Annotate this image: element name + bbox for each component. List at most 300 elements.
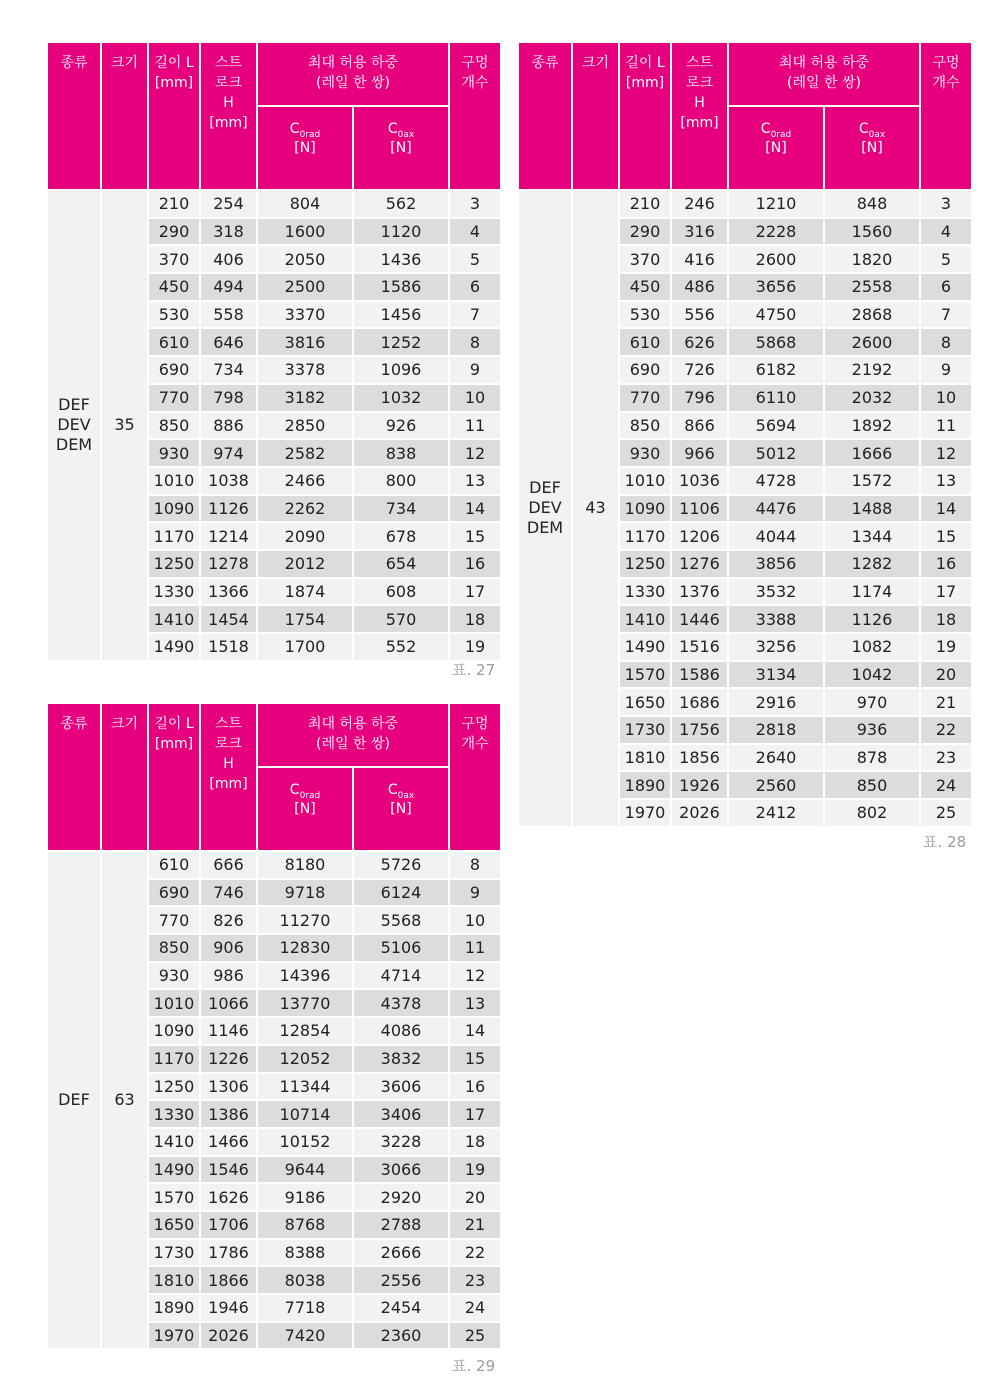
stroke-cell: 1946 [200,1294,257,1322]
c0rad-cell: 12052 [257,1045,353,1073]
length-cell: 1490 [148,633,200,661]
c0rad-cell: 9644 [257,1156,353,1184]
length-cell: 1090 [148,495,200,523]
c0rad-cell: 2560 [728,771,824,799]
holes-cell: 11 [449,412,501,440]
type-cell [47,851,101,1349]
holes-cell: 12 [449,962,501,990]
c0rad-cell: 8038 [257,1266,353,1294]
holes-cell: 13 [449,467,501,495]
length-cell: 610 [148,851,200,879]
size-cell: 63 [101,851,148,1349]
c0ax-cell: 878 [824,744,920,772]
c0rad-cell: 2582 [257,439,353,467]
length-cell: 690 [148,879,200,907]
table-body [47,190,501,661]
holes-cell: 18 [920,605,972,633]
header-holes [449,703,501,851]
header-stroke-unit: [mm] [680,115,719,131]
c0ax-cell: 5568 [353,906,449,934]
length-cell: 850 [148,934,200,962]
type-cell [518,190,572,827]
holes-cell: 21 [920,688,972,716]
c0ax-cell: 1892 [824,412,920,440]
stroke-cell: 726 [671,356,728,384]
stroke-cell: 826 [200,906,257,934]
c0ax-cell: 1436 [353,245,449,273]
table-header [47,42,501,190]
holes-cell: 22 [449,1239,501,1267]
table-row [47,190,501,218]
length-cell: 690 [148,356,200,384]
type-cell [47,190,101,661]
length-cell: 1650 [619,688,671,716]
header-type [47,42,101,190]
holes-cell: 24 [449,1294,501,1322]
holes-cell: 3 [449,190,501,218]
header-stroke-label-2: 로크 [685,75,714,91]
stroke-cell: 2026 [671,799,728,827]
holes-cell: 25 [449,1322,501,1350]
c0ax-cell: 608 [353,578,449,606]
header-holes-label-2: 개수 [932,75,960,91]
stroke-cell: 1106 [671,495,728,523]
stroke-cell: 1366 [200,578,257,606]
c0ax-cell: 2556 [353,1266,449,1294]
holes-cell: 25 [920,799,972,827]
length-cell: 850 [148,412,200,440]
length-cell: 290 [619,218,671,246]
stroke-cell: 1756 [671,716,728,744]
holes-cell: 9 [449,879,501,907]
stroke-cell: 626 [671,328,728,356]
c0rad-cell: 3182 [257,384,353,412]
header-length-label: 길이 L [154,55,194,71]
stroke-cell: 798 [200,384,257,412]
c0rad-cell: 12854 [257,1017,353,1045]
stroke-cell: 646 [200,328,257,356]
table-caption: 표. 29 [452,1357,496,1375]
length-cell: 210 [619,190,671,218]
header-stroke-symbol: H [694,95,705,111]
load-table-29 [46,702,502,1350]
stroke-cell: 2026 [200,1322,257,1350]
length-cell: 1650 [148,1211,200,1239]
c0ax-cell: 1042 [824,661,920,689]
c0ax-cell: 800 [353,467,449,495]
stroke-cell: 1214 [200,522,257,550]
c0rad-cell: 4044 [728,522,824,550]
c0rad-cell: 7420 [257,1322,353,1350]
c0rad-cell: 2640 [728,744,824,772]
header-c0ax-subscript: 0ax [868,130,886,140]
c0rad-cell: 9718 [257,879,353,907]
header-stroke [200,42,257,190]
length-cell: 1170 [148,1045,200,1073]
c0rad-cell: 3388 [728,605,824,633]
stroke-cell: 1146 [200,1017,257,1045]
length-cell: 1170 [148,522,200,550]
stroke-cell: 406 [200,245,257,273]
c0ax-cell: 654 [353,550,449,578]
holes-cell: 11 [920,412,972,440]
c0rad-cell: 9186 [257,1183,353,1211]
length-cell: 850 [619,412,671,440]
header-holes-label-1: 구멍 [461,716,489,732]
holes-cell: 22 [920,716,972,744]
header-length-unit: [mm] [154,75,194,91]
header-stroke-label-1: 스트 [685,55,714,71]
c0ax-cell: 3066 [353,1156,449,1184]
c0ax-cell: 2558 [824,273,920,301]
header-c0ax-unit: [N] [861,140,883,156]
length-cell: 1970 [619,799,671,827]
stroke-cell: 796 [671,384,728,412]
c0rad-cell: 2818 [728,716,824,744]
holes-cell: 10 [920,384,972,412]
holes-cell: 17 [449,578,501,606]
length-cell: 1490 [148,1156,200,1184]
holes-cell: 13 [449,989,501,1017]
holes-cell: 19 [920,633,972,661]
header-type-label: 종류 [60,716,88,732]
stroke-cell: 1038 [200,467,257,495]
header-c0rad-unit: [N] [294,801,316,817]
c0rad-cell: 11270 [257,906,353,934]
header-type-label: 종류 [531,55,559,71]
header-c0rad-subscript: 0rad [299,791,321,801]
header-c0rad [257,106,353,190]
header-c0ax-symbol: C [858,121,869,137]
stroke-cell: 1518 [200,633,257,661]
c0rad-cell: 10152 [257,1128,353,1156]
c0rad-cell: 14396 [257,962,353,990]
length-cell: 1090 [148,1017,200,1045]
c0ax-cell: 562 [353,190,449,218]
header-stroke-label-2: 로크 [214,736,243,752]
header-c0rad-symbol: C [760,121,771,137]
header-c0rad-symbol: C [289,782,300,798]
stroke-cell: 1454 [200,605,257,633]
c0rad-cell: 2466 [257,467,353,495]
length-cell: 1090 [619,495,671,523]
header-type [518,42,572,190]
c0rad-cell: 1210 [728,190,824,218]
header-c0ax-unit: [N] [390,801,412,817]
holes-cell: 21 [449,1211,501,1239]
c0rad-cell: 1600 [257,218,353,246]
c0rad-cell: 3656 [728,273,824,301]
c0rad-cell: 4750 [728,301,824,329]
holes-cell: 20 [449,1183,501,1211]
header-holes-label-2: 개수 [461,75,489,91]
header-load-label: 최대 허용 하중 [307,55,399,71]
stroke-cell: 246 [671,190,728,218]
stroke-cell: 1546 [200,1156,257,1184]
length-cell: 450 [619,273,671,301]
header-max-load [257,703,449,767]
size-cell: 35 [101,190,148,661]
header-c0rad [728,106,824,190]
c0ax-cell: 936 [824,716,920,744]
header-size [101,703,148,851]
header-c0rad [257,767,353,851]
stroke-cell: 966 [671,439,728,467]
c0rad-cell: 3856 [728,550,824,578]
c0rad-cell: 1700 [257,633,353,661]
c0rad-cell: 5012 [728,439,824,467]
length-cell: 1410 [148,605,200,633]
holes-cell: 12 [449,439,501,467]
stroke-cell: 1516 [671,633,728,661]
length-cell: 1890 [619,771,671,799]
c0rad-cell: 6110 [728,384,824,412]
table-caption: 표. 28 [923,833,967,851]
c0ax-cell: 848 [824,190,920,218]
c0ax-cell: 3832 [353,1045,449,1073]
c0rad-cell: 3816 [257,328,353,356]
length-cell: 1970 [148,1322,200,1350]
c0ax-cell: 1344 [824,522,920,550]
c0rad-cell: 3532 [728,578,824,606]
c0rad-cell: 8768 [257,1211,353,1239]
holes-cell: 15 [449,522,501,550]
c0ax-cell: 1666 [824,439,920,467]
header-length-unit: [mm] [625,75,665,91]
header-c0ax-subscript: 0ax [397,130,415,140]
length-cell: 1570 [619,661,671,689]
c0ax-cell: 850 [824,771,920,799]
header-stroke-label-1: 스트 [214,716,243,732]
c0rad-cell: 2500 [257,273,353,301]
c0ax-cell: 2600 [824,328,920,356]
c0ax-cell: 4378 [353,989,449,1017]
c0ax-cell: 570 [353,605,449,633]
stroke-cell: 1276 [671,550,728,578]
stroke-cell: 1306 [200,1073,257,1101]
header-stroke-symbol: H [223,95,234,111]
c0rad-cell: 6182 [728,356,824,384]
length-cell: 1010 [148,989,200,1017]
c0rad-cell: 5694 [728,412,824,440]
stroke-cell: 416 [671,245,728,273]
c0ax-cell: 926 [353,412,449,440]
length-cell: 770 [148,384,200,412]
header-load-sublabel: (레일 한 쌍) [316,736,390,752]
c0ax-cell: 2032 [824,384,920,412]
length-cell: 1330 [148,1100,200,1128]
holes-cell: 7 [920,301,972,329]
header-stroke-unit: [mm] [209,776,248,792]
header-holes-label-1: 구멍 [461,55,489,71]
type-label: DEM [55,435,93,455]
c0rad-cell: 7718 [257,1294,353,1322]
length-cell: 1730 [148,1239,200,1267]
stroke-cell: 1206 [671,522,728,550]
c0ax-cell: 1282 [824,550,920,578]
holes-cell: 13 [920,467,972,495]
holes-cell: 5 [449,245,501,273]
c0ax-cell: 1572 [824,467,920,495]
table-body [518,190,972,827]
header-c0ax [353,767,449,851]
stroke-cell: 1376 [671,578,728,606]
holes-cell: 16 [449,550,501,578]
size-cell: 43 [572,190,619,827]
stroke-cell: 986 [200,962,257,990]
header-c0ax-unit: [N] [390,140,412,156]
stroke-cell: 1626 [200,1183,257,1211]
stroke-cell: 666 [200,851,257,879]
c0ax-cell: 5106 [353,934,449,962]
header-load-sublabel: (레일 한 쌍) [787,75,861,91]
c0ax-cell: 1096 [353,356,449,384]
length-cell: 370 [148,245,200,273]
holes-cell: 7 [449,301,501,329]
table-row [518,190,972,218]
header-stroke [671,42,728,190]
stroke-cell: 1126 [200,495,257,523]
holes-cell: 23 [449,1266,501,1294]
c0ax-cell: 4086 [353,1017,449,1045]
c0ax-cell: 6124 [353,879,449,907]
c0rad-cell: 5868 [728,328,824,356]
length-cell: 1250 [148,550,200,578]
length-cell: 1410 [619,605,671,633]
header-stroke-label-2: 로크 [214,75,243,91]
stroke-cell: 1386 [200,1100,257,1128]
stroke-cell: 1036 [671,467,728,495]
c0rad-cell: 4476 [728,495,824,523]
table-row [47,851,501,879]
length-cell: 1330 [619,578,671,606]
c0ax-cell: 2920 [353,1183,449,1211]
length-cell: 1330 [148,578,200,606]
holes-cell: 16 [920,550,972,578]
stroke-cell: 1466 [200,1128,257,1156]
header-length-unit: [mm] [154,736,194,752]
c0ax-cell: 2192 [824,356,920,384]
header-c0ax-symbol: C [387,782,398,798]
stroke-cell: 974 [200,439,257,467]
c0rad-cell: 13770 [257,989,353,1017]
holes-cell: 8 [449,851,501,879]
length-cell: 770 [619,384,671,412]
c0rad-cell: 8180 [257,851,353,879]
length-cell: 530 [619,301,671,329]
length-cell: 610 [619,328,671,356]
c0rad-cell: 2262 [257,495,353,523]
c0ax-cell: 2868 [824,301,920,329]
header-load-sublabel: (레일 한 쌍) [316,75,390,91]
holes-cell: 12 [920,439,972,467]
header-c0rad-symbol: C [289,121,300,137]
stroke-cell: 1586 [671,661,728,689]
c0ax-cell: 2454 [353,1294,449,1322]
c0ax-cell: 1126 [824,605,920,633]
header-holes [449,42,501,190]
header-c0ax-symbol: C [387,121,398,137]
header-size [572,42,619,190]
holes-cell: 10 [449,384,501,412]
stroke-cell: 556 [671,301,728,329]
length-cell: 1170 [619,522,671,550]
type-label: DEV [57,415,91,435]
header-holes [920,42,972,190]
stroke-cell: 1446 [671,605,728,633]
c0ax-cell: 4714 [353,962,449,990]
stroke-cell: 318 [200,218,257,246]
table-caption: 표. 27 [452,661,496,679]
type-label: DEF [58,1090,90,1110]
c0ax-cell: 1174 [824,578,920,606]
header-c0rad-subscript: 0rad [770,130,792,140]
header-load-label: 최대 허용 하중 [307,716,399,732]
holes-cell: 6 [449,273,501,301]
stroke-cell: 1866 [200,1266,257,1294]
holes-cell: 4 [449,218,501,246]
stroke-cell: 254 [200,190,257,218]
c0rad-cell: 4728 [728,467,824,495]
table-header [47,703,501,851]
type-label: DEF [529,478,561,498]
holes-cell: 19 [449,633,501,661]
header-load-label: 최대 허용 하중 [778,55,870,71]
c0ax-cell: 1560 [824,218,920,246]
holes-cell: 20 [920,661,972,689]
c0rad-cell: 11344 [257,1073,353,1101]
holes-cell: 15 [920,522,972,550]
c0ax-cell: 3606 [353,1073,449,1101]
stroke-cell: 1706 [200,1211,257,1239]
c0rad-cell: 2600 [728,245,824,273]
stroke-cell: 494 [200,273,257,301]
holes-cell: 9 [920,356,972,384]
header-stroke [200,703,257,851]
c0rad-cell: 2916 [728,688,824,716]
type-label: DEM [526,518,564,538]
header-type-label: 종류 [60,55,88,71]
stroke-cell: 1066 [200,989,257,1017]
length-cell: 450 [148,273,200,301]
c0rad-cell: 10714 [257,1100,353,1128]
c0ax-cell: 1252 [353,328,449,356]
header-c0ax [353,106,449,190]
table-body [47,851,501,1349]
c0ax-cell: 552 [353,633,449,661]
c0ax-cell: 5726 [353,851,449,879]
c0ax-cell: 734 [353,495,449,523]
length-cell: 930 [148,962,200,990]
holes-cell: 18 [449,1128,501,1156]
c0ax-cell: 1032 [353,384,449,412]
header-length-label: 길이 L [625,55,665,71]
c0ax-cell: 1120 [353,218,449,246]
c0rad-cell: 1874 [257,578,353,606]
stroke-cell: 1686 [671,688,728,716]
stroke-cell: 866 [671,412,728,440]
holes-cell: 11 [449,934,501,962]
length-cell: 1810 [619,744,671,772]
header-size-label: 크기 [110,716,139,732]
stroke-cell: 746 [200,879,257,907]
c0rad-cell: 2012 [257,550,353,578]
header-holes-label-1: 구멍 [932,55,960,71]
stroke-cell: 558 [200,301,257,329]
stroke-cell: 1278 [200,550,257,578]
header-c0ax-subscript: 0ax [397,791,415,801]
holes-cell: 17 [920,578,972,606]
